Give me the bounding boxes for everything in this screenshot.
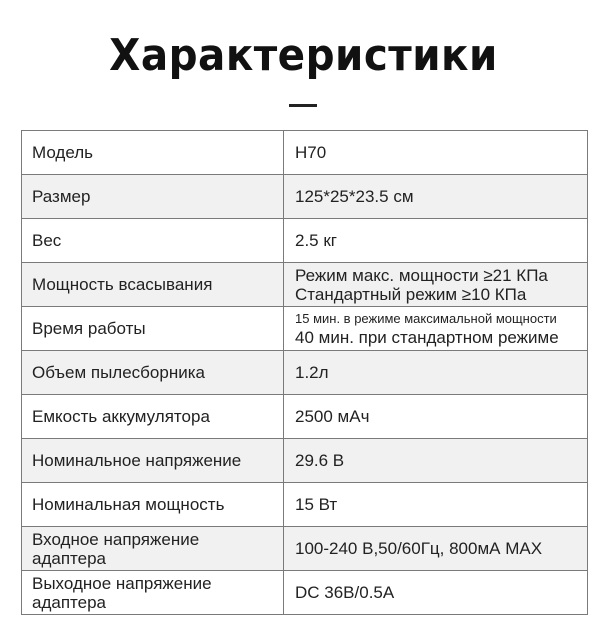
spec-value-line: 2.5 кг: [295, 231, 337, 250]
table-row: [22, 527, 588, 571]
spec-value-line: 40 мин. при стандартном режиме: [295, 328, 559, 347]
specs-table: [21, 130, 588, 615]
table-row: [22, 219, 588, 263]
table-row: [22, 351, 588, 395]
table-row: [22, 571, 588, 615]
spec-value-line: 15 мин. в режиме максимальной мощности: [295, 311, 557, 326]
spec-value-line: H70: [295, 143, 327, 162]
spec-label: Объем пылесборника: [22, 351, 284, 395]
table-row: [22, 131, 588, 175]
page-title: Характеристики: [109, 30, 498, 81]
spec-value-line: Режим макс. мощности ≥21 КПа: [295, 265, 548, 285]
spec-label: Входное напряжение адаптера: [22, 527, 284, 571]
spec-value: [284, 439, 588, 483]
spec-value: [284, 395, 588, 439]
spec-label: Вес: [22, 219, 284, 263]
spec-value: [284, 219, 588, 263]
spec-value: [284, 571, 588, 615]
spec-value-line: 100-240 В,50/60Гц, 800мА MAX: [295, 539, 543, 558]
spec-value-line: 125*25*23.5 см: [295, 187, 414, 206]
table-row: [22, 263, 588, 307]
spec-value: [284, 307, 588, 351]
spec-value: [284, 483, 588, 527]
spec-label: Размер: [22, 175, 284, 219]
spec-label: Модель: [22, 131, 284, 175]
spec-label: Номинальное напряжение: [22, 439, 284, 483]
spec-label: Номинальная мощность: [22, 483, 284, 527]
table-row: [22, 439, 588, 483]
spec-value: [284, 263, 588, 307]
title-divider: [289, 104, 317, 107]
spec-value-line: 1.2л: [295, 363, 329, 382]
spec-value-line: Стандартный режим ≥10 КПа: [295, 284, 527, 304]
table-row: [22, 483, 588, 527]
table-row: [22, 175, 588, 219]
spec-value-line: 29.6 В: [295, 451, 345, 470]
table-row: [22, 395, 588, 439]
spec-value-line: 15 Вт: [295, 495, 338, 514]
spec-label: Мощность всасывания: [22, 263, 284, 307]
spec-value: [284, 527, 588, 571]
spec-label: Время работы: [22, 307, 284, 351]
spec-value: [284, 351, 588, 395]
spec-label: Емкость аккумулятора: [22, 395, 284, 439]
spec-value-line: DC 36В/0.5А: [295, 583, 395, 602]
table-row: [22, 307, 588, 351]
spec-value: [284, 175, 588, 219]
spec-value: [284, 131, 588, 175]
spec-value-line: 2500 мАч: [295, 407, 370, 426]
spec-label: Выходное напряжение адаптера: [22, 571, 284, 615]
